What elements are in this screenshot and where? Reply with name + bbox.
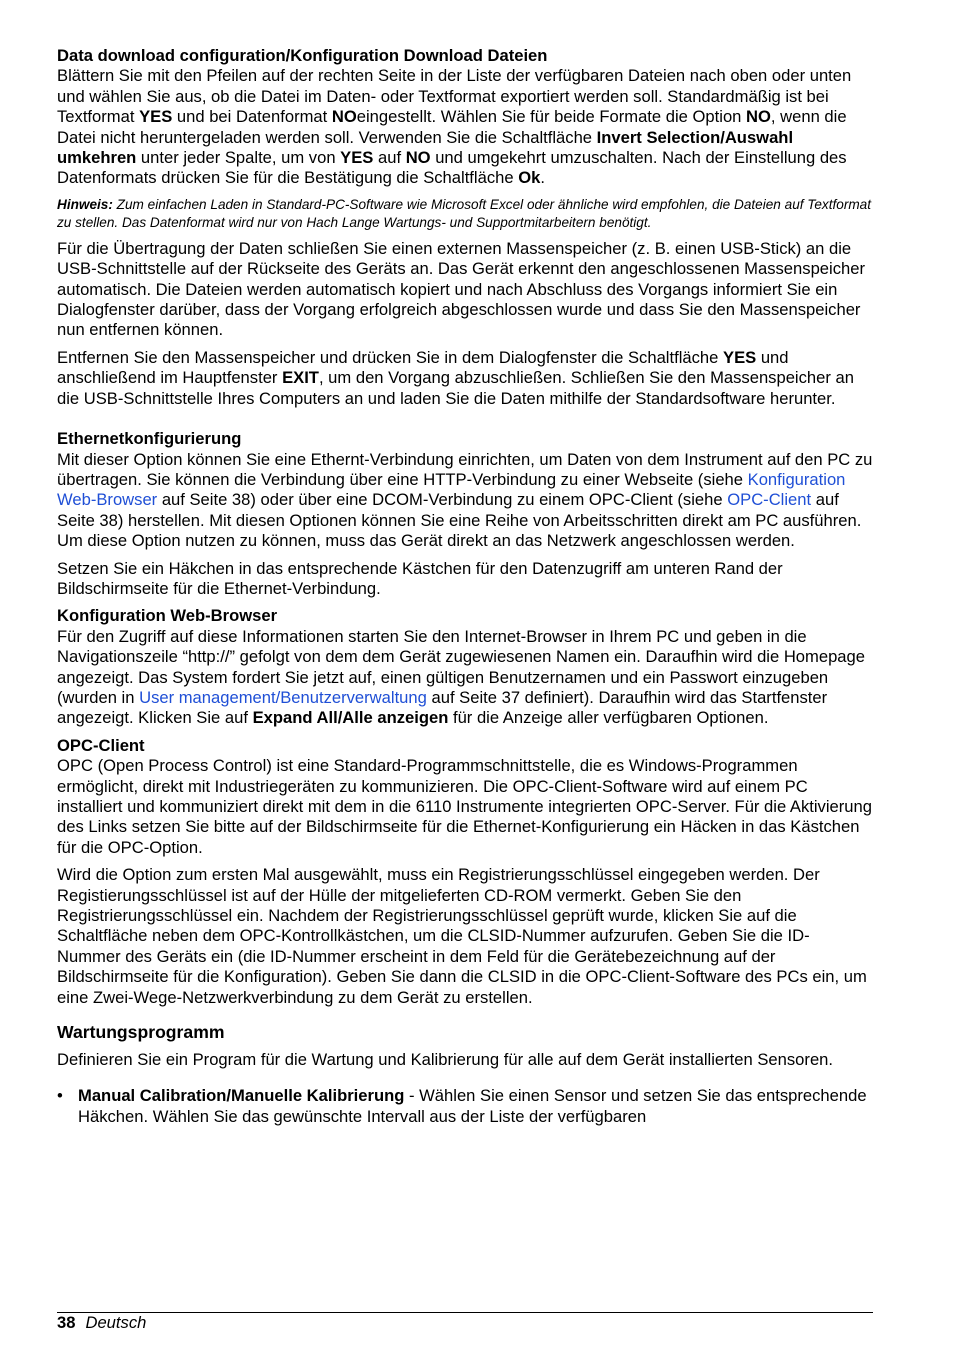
link-web-browser[interactable]: Konfiguration Web-Browser	[57, 469, 846, 510]
paragraph-wartung: Definieren Sie ein Program für die Wartung und Kalibrierung für alle auf dem Gerät installierten Sensoren.	[57, 1050, 834, 1070]
paragraph-opc-registration: Wird die Option zum ersten Mal ausgewählt, muss ein Registrierungsschlüssel eingegeben werden. Der Registierungsschlüssel ist auf der Hülle der mitgelieferten CD-ROM vermerkt. Geben Sie den Registrierungsschlüssel ein. Nachdem der Registrierungsschlüssel geprüft wurde, klicken Sie auf die Schaltfläche neben dem OPC-Kontrollkästchen, um die CLSID-Nummer aufzurufen. Geben Sie die ID-Nummer des Geräts ein (die ID-Nummer erscheint in dem Feld für die Gerätebezeichnung auf der Bildschirmseite für die Konfiguration). Geben Sie dann die CLSID in die OPC-Client-Software des PCs ein, um eine Zwei-Wege-Netzwerkverbindung zu dem Gerät zu erstellen.	[57, 865, 867, 1007]
paragraph-remove-storage: Entfernen Sie den Massenspeicher und drücken Sie in dem Dialogfenster die Schaltfläche YES und anschließend im Hauptfenster EXIT, um den Vorgang abzuschließen. Schließen Sie den Massenspeicher an die USB-Schnittstelle Ihres Computers an und laden Sie die Daten mithilfe der Standardsoftware herunter.	[57, 347, 854, 408]
bullet-icon: •	[57, 1086, 63, 1106]
paragraph-data-download: Blättern Sie mit den Pfeilen auf der rechten Seite in der Liste der verfügbaren Dateien nach oben oder unten und wählen Sie aus, ob die Datei im Daten- oder Textformat exportiert werden soll. Standardmäßig ist bei Textformat YES und bei Datenformat NOeingestellt. Wählen Sie für beide Formate die Option NO, wenn die Datei nicht heruntergeladen werden soll. Verwenden Sie die Schaltfläche Invert Selection/Auswahl umkehren unter jeder Spalte, um von YES auf NO und umgekehrt umzuschalten. Nach der Einstellung des Datenformats drücken Sie für die Bestätigung die Schaltfläche Ok.	[57, 66, 852, 188]
paragraph-opc-intro: OPC (Open Process Control) ist eine Standard-Programmschnittstelle, die es Windows-Programmen ermöglicht, direkt mit Industriegeräten zu kommunizieren. Die OPC-Client-Software wird auf einem PC installiert und kommuniziert direkt mit dem in die 6110 Instrumente integrierten OPC-Server. Für die Aktivierung des Links setzen Sie bitte auf der Bildschirmseite für die Ethernet-Konfigurierung ein Häcken in das Kästchen für die OPC-Option.	[57, 756, 872, 857]
paragraph-ethernet: Mit dieser Option können Sie eine Ethernt-Verbindung einrichten, um Daten von dem Instrument auf den PC zu übertragen. Sie können die Verbindung über eine HTTP-Verbindung zu einer Webseite (siehe Konfiguration Web-Browser auf Seite 38) oder über eine DCOM-Verbindung zu einem OPC-Client (siehe OPC-Client auf Seite 38) herstellen. Mit diesen Optionen können Sie eine Reihe von Arbeitsschritten direkt am PC ausführen. Um diese Option nutzen zu können, muss das Gerät direkt an das Netzwerk angeschlossen werden.	[57, 449, 873, 551]
page-number: 38	[57, 1313, 76, 1332]
link-opc-client[interactable]: OPC-Client	[727, 490, 812, 510]
list-item-manual-calibration: • Manual Calibration/Manuelle Kalibrierung - Wählen Sie einen Sensor und setzen Sie das entsprechende Häkchen. Wählen Sie das gewünschte Intervall aus der Liste der verfügbaren	[57, 1086, 867, 1126]
section-title-data-download: Data download configuration/Konfiguration Download Dateien	[57, 46, 548, 65]
section-title-ethernet: Ethernetkonfigurierung	[57, 429, 242, 449]
paragraph-web-browser: Für den Zugriff auf diese Informationen starten Sie den Internet-Browser in Ihrem PC und geben in die Navigationszeile “http://” gefolgt von dem dem Gerät zugewiesenen Namen ein. Daraufhin wird die Homepage angezeigt. Das System fordert Sie jetzt auf, einen gültigen Benutzernamen und ein Passwort einzugeben (wurden in User management/Benutzerverwaltung auf Seite 37 definiert). Daraufhin wird das Startfenster angezeigt. Klicken Sie auf Expand All/Alle anzeigen für die Anzeige aller verfügbaren Optionen.	[57, 626, 865, 728]
footer-language: Deutsch	[85, 1313, 147, 1332]
page-footer	[57, 1312, 873, 1333]
link-user-management[interactable]: User management/Benutzerverwaltung	[139, 687, 427, 707]
section-title-wartungsprogramm: Wartungsprogramm	[57, 1022, 225, 1043]
section-title-web-browser: Konfiguration Web-Browser	[57, 606, 278, 626]
section-title-opc-client: OPC-Client	[57, 735, 145, 755]
note-hinweis: Hinweis: Zum einfachen Laden in Standard-PC-Software wie Microsoft Excel oder ähnliche wird empfohlen, die Dateien auf Textformat zu stellen. Das Datenformat wird nur von Hach Lange Wartungs- und Supportmitarbeitern benötigt.	[57, 196, 872, 230]
page-content	[57, 46, 873, 1127]
paragraph-ethernet-checkbox: Setzen Sie ein Häkchen in das entsprechende Kästchen für den Datenzugriff am unteren Rand der Bildschirmseite für die Ethernet-Verbindung.	[57, 558, 783, 598]
paragraph-usb-transfer: Für die Übertragung der Daten schließen Sie einen externen Massenspeicher (z. B. einen USB-Stick) an die USB-Schnittstelle auf der Rückseite des Geräts an. Das Gerät erkennt den angeschlossenen Massenspeicher automatisch. Die Dateien werden automatisch kopiert und nach Abschluss des Vorgangs informiert Sie ein Dialogfenster darüber, dass der Vorgang erfolgreich abgeschlossen wurde und dass Sie den Massenspeicher nun entfernen können.	[57, 238, 865, 340]
